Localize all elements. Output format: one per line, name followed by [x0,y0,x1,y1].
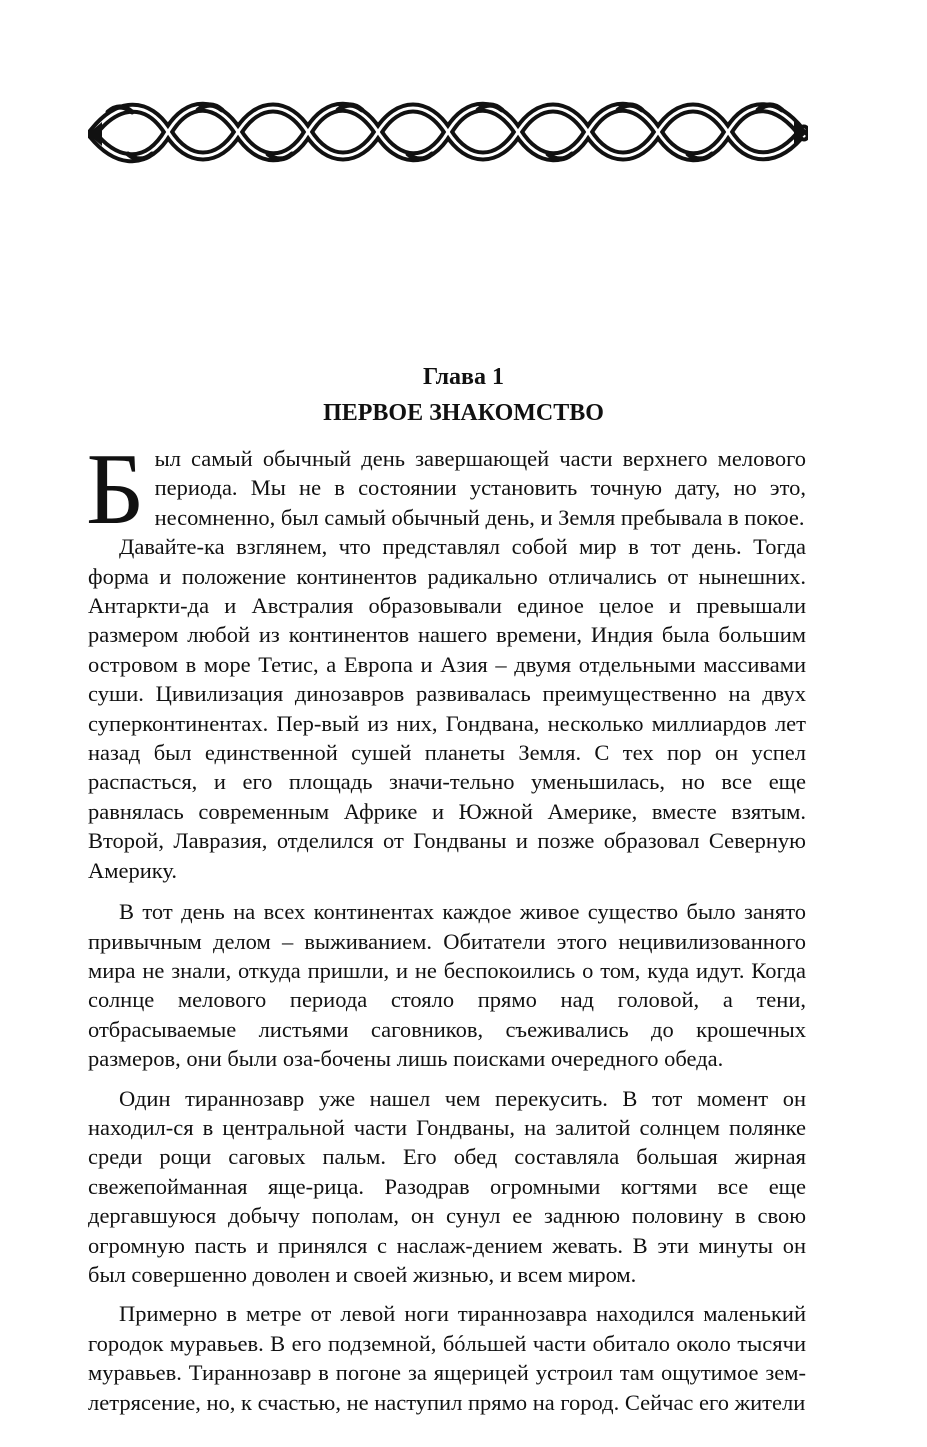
paragraph [86,433,806,546]
chapter-number: Глава 1 [423,364,504,390]
drop-cap: Б [86,433,145,546]
chapter-body [86,433,806,1427]
chapter-title: ПЕРВОЕ ЗНАКОМСТВО [323,400,604,426]
paragraph: Примерно в метре от левой ноги тираннозавра находился маленький городок муравьев. В его подземной, бóльшей части обитало около тысячи муравьев. Тираннозавр в погоне за ящерицей устроил там ощутимое зем-летрясение, но, к счастью, не наступил прямо на город. Сейчас его жители [88,1301,806,1415]
paragraph: Один тираннозавр уже нашел чем перекусить. В тот момент он находил-ся в центральной части Гондваны, на залитой солнцем полянке среди рощи саговых пальм. Его обед составляла большая жирная свежепойманная яще-рица. Разодрав огромными когтями все еще дергавшуюся добычу пополам, он сунул ее заднюю половину в свою огромную пасть и принялся с наслаж-дением жевать. В эти минуты он был совершенно доволен и своей жизнью, и всем миром. [88,1085,806,1287]
paragraph: В тот день на всех континентах каждое живое существо было занято привычным делом – выживанием. Обитатели этого нецивилизованного мира не знали, откуда пришли, и не беспокоились о том, куда идут. Когда солнце мелового периода стояло прямо над головой, а тени, отбрасываемые листьями саговников, съеживались до крошечных размеров, они были оза-бочены лишь поисками очередного обеда. [88,899,806,1072]
paragraph: Давайте-ка взглянем, что представлял собой мир в тот день. Тогда форма и положение континентов радикально отличались от нынешних. Антаркти-да и Австралия образовывали единое целое и превышали размером любой из континентов нашего времени, Индия была большим островом в море Тетис, а Европа и Азия – двумя отдельными массивами суши. Цивилизация динозавров развивалась преимущественно на двух суперконтинентах. Пер-вый из них, Гондвана, несколько миллиардов лет назад был единственной сушей планеты Земля. С тех пор он успел распасться, и его площадь значи-тельно уменьшилась, но все еще равнялась современным Африке и Южной Америке, вместе взятым. Второй, Лавразия, отделился от Гондваны и позже образовал Северную Америку. [88,534,806,883]
paragraph-text: ыл самый обычный день завершающей части верхнего мелового периода. Мы не в состоянии установить точную дату, но это, несомненно, был самый обычный день, и Земля пребывала в покое. [154,446,806,530]
celtic-knot-ornament-icon [88,92,808,170]
